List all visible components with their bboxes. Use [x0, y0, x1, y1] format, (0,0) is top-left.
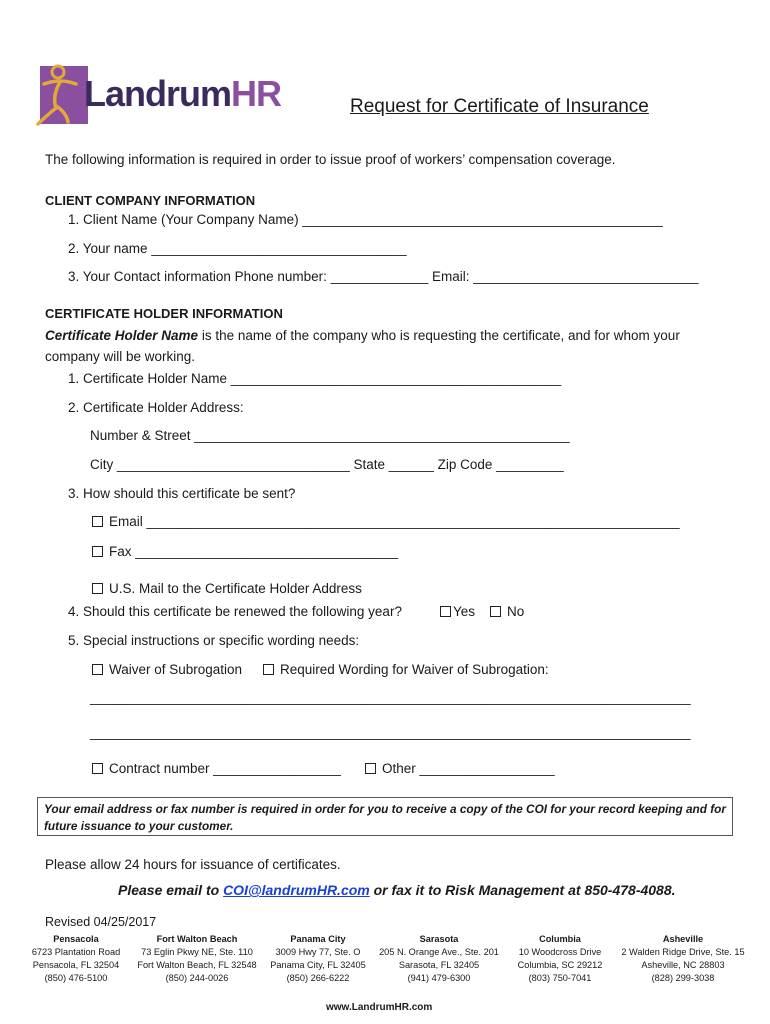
logo-figure-icon — [34, 62, 90, 128]
submission-instructions: Please email to COI@landrumHR.com or fax it to Risk Management at 850-478-4088. — [118, 882, 676, 898]
revised-date: Revised 04/25/2017 — [45, 915, 157, 929]
waiver-option[interactable]: Waiver of Subrogation — [92, 662, 242, 677]
delivery-method-question: 3. How should this certificate be sent? — [68, 486, 296, 501]
checkbox-icon[interactable] — [92, 516, 103, 527]
office-asheville: Asheville 2 Walden Ridge Drive, Ste. 15 Asheville, NC 28803 (828) 299-3038 — [621, 934, 745, 983]
contract-number-option[interactable]: Contract number _________________ — [92, 761, 341, 776]
checkbox-icon[interactable] — [92, 546, 103, 557]
landrum-hr-logo — [34, 62, 296, 128]
checkbox-icon[interactable] — [440, 606, 451, 617]
office-pensacola: Pensacola 6723 Plantation Road Pensacola, FL 32504 (850) 476-5100 — [31, 934, 121, 983]
city-state-zip-field[interactable]: City _______________________________ State ______ Zip Code _________ — [90, 457, 564, 472]
holder-description-line2: company will be working. — [45, 349, 196, 364]
holder-section-heading: CERTIFICATE HOLDER INFORMATION — [45, 306, 283, 321]
contact-info-field[interactable]: 3. Your Contact information Phone number: _____________ Email: ______________________________ — [68, 269, 699, 284]
logo-wordmark: LandrumHR — [84, 73, 282, 114]
office-panama-city: Panama City 3009 Hwy 77, Ste. O Panama City, FL 32405 (850) 266-6222 — [270, 934, 366, 983]
renewal-yes-option[interactable]: Yes — [440, 604, 475, 619]
notice-box: Your email address or fax number is required in order for you to receive a copy of the COI for your record keeping and for future issuance to your customer. — [37, 797, 733, 836]
client-section-heading: CLIENT COMPANY INFORMATION — [45, 193, 256, 208]
holder-address-label: 2. Certificate Holder Address: — [68, 400, 244, 415]
checkbox-icon[interactable] — [490, 606, 501, 617]
coi-email-link[interactable]: COI@landrumHR.com — [223, 882, 370, 898]
office-columbia: Columbia 10 Woodcross Drive Columbia, SC 29212 (803) 750-7041 — [517, 934, 603, 983]
wording-line-1[interactable]: ________________________________________________________________________________ — [90, 690, 691, 705]
website-link[interactable]: www.LandrumHR.com — [326, 1002, 433, 1013]
street-field[interactable]: Number & Street __________________________________________________ — [90, 428, 570, 443]
holder-name-field[interactable]: 1. Certificate Holder Name ____________________________________________ — [68, 371, 562, 386]
allow-24-hours-text: Please allow 24 hours for issuance of certificates. — [45, 857, 341, 872]
delivery-fax-option[interactable]: Fax ___________________________________ — [92, 544, 398, 559]
renewal-no-option[interactable]: No — [490, 604, 524, 619]
checkbox-icon[interactable] — [263, 664, 274, 675]
page-title: Request for Certificate of Insurance — [350, 96, 649, 117]
delivery-mail-option[interactable]: U.S. Mail to the Certificate Holder Address — [92, 581, 362, 596]
checkbox-icon[interactable] — [92, 763, 103, 774]
other-option[interactable]: Other __________________ — [365, 761, 555, 776]
your-name-field[interactable]: 2. Your name __________________________________ — [68, 241, 407, 256]
intro-text: The following information is required in order to issue proof of workers’ compensation coverage. — [45, 152, 616, 167]
client-name-field[interactable]: 1. Client Name (Your Company Name) ________________________________________________ — [68, 212, 663, 227]
renewal-question: 4. Should this certificate be renewed the following year? — [68, 604, 402, 619]
wording-line-2[interactable]: ________________________________________________________________________________ — [90, 725, 691, 740]
office-sarasota: Sarasota 205 N. Orange Ave., Ste. 201 Sarasota, FL 32405 (941) 479-6300 — [379, 934, 499, 983]
checkbox-icon[interactable] — [365, 763, 376, 774]
holder-description: Certificate Holder Name is the name of the company who is requesting the certificate, and for whom your — [45, 328, 680, 343]
checkbox-icon[interactable] — [92, 583, 103, 594]
delivery-email-option[interactable]: Email _______________________________________________________________________ — [92, 514, 680, 529]
checkbox-icon[interactable] — [92, 664, 103, 675]
special-instructions-question: 5. Special instructions or specific wording needs: — [68, 633, 360, 648]
required-wording-option[interactable]: Required Wording for Waiver of Subrogation: — [263, 662, 549, 677]
office-fort-walton-beach: Fort Walton Beach 73 Eglin Pkwy NE, Ste. 110 Fort Walton Beach, FL 32548 (850) 244-0026 — [137, 934, 257, 983]
